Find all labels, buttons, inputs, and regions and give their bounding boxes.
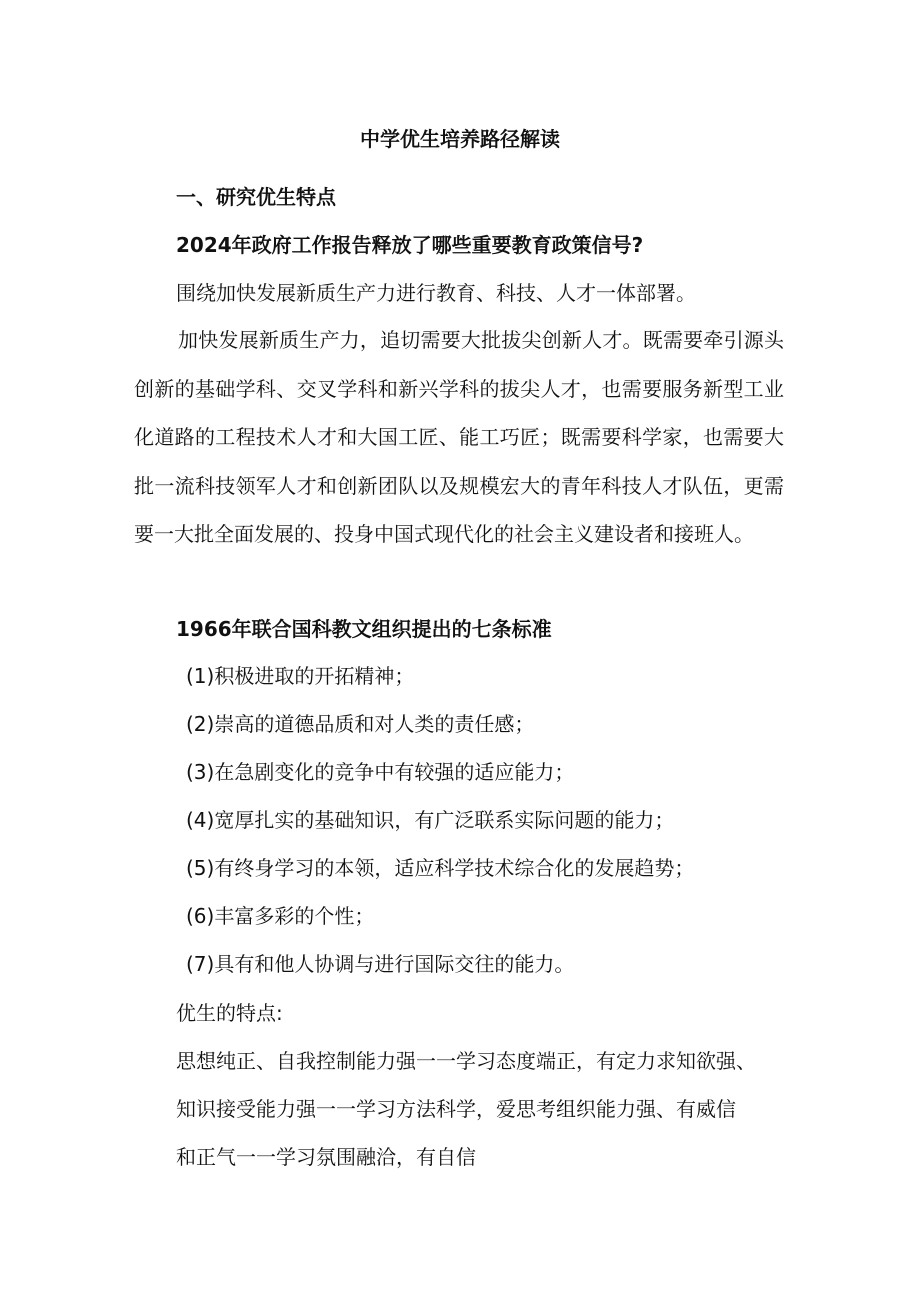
traits-line: 知识接受能力强一一学习方法科学，爱思考组织能力强、有威信 bbox=[176, 1097, 736, 1121]
paragraph-policy-2: 加快发展新质生产力，追切需要大批拔尖创新人才。既需要牵引源头创新的基础学科、交叉学科和新兴学科的拔尖人才，也需要服务新型工业化道路的工程技术人才和大国工匠、能工巧匠；既需要科学家，也需要大批一流科技领军人才和创新团队以及规模宏大的青年科技人才队伍，更需要一大批全面发展的、投身中国式现代化的社会主义建设者和接班人。 bbox=[134, 328, 784, 546]
standard-item: (6)丰富多彩的个性； bbox=[186, 904, 375, 928]
traits-line: 和正气一一学习氛围融洽，有自信 bbox=[176, 1145, 476, 1169]
traits-line: 思想纯正、自我控制能力强一一学习态度端正，有定力求知欲强、 bbox=[176, 1049, 756, 1073]
standard-item: (7)具有和他人协调与进行国际交往的能力。 bbox=[186, 952, 575, 976]
page-title: 中学优生培养路径解读 bbox=[360, 127, 560, 151]
standard-item: (5)有终身学习的本领，适应科学技术综合化的发展趋势； bbox=[186, 856, 695, 880]
subheading-policy: 2024年政府工作报告释放了哪些重要教育政策信号? bbox=[176, 233, 644, 257]
traits-label: 优生的特点: bbox=[176, 1001, 283, 1025]
standard-item: (4)宽厚扎实的基础知识，有广泛联系实际问题的能力； bbox=[186, 808, 675, 832]
standard-item: (3)在急剧变化的竞争中有较强的适应能力； bbox=[186, 760, 575, 784]
standard-item: (1)积极进取的开拓精神； bbox=[186, 664, 415, 688]
paragraph-policy-1: 围绕加快发展新质生产力进行教育、科技、人才一体部署。 bbox=[176, 281, 696, 305]
standard-item: (2)崇高的道德品质和对人类的责任感； bbox=[186, 712, 535, 736]
subheading-unesco: 1966年联合国科教文组织提出的七条标准 bbox=[176, 617, 552, 641]
section-heading: 一、研究优生特点 bbox=[176, 185, 336, 209]
